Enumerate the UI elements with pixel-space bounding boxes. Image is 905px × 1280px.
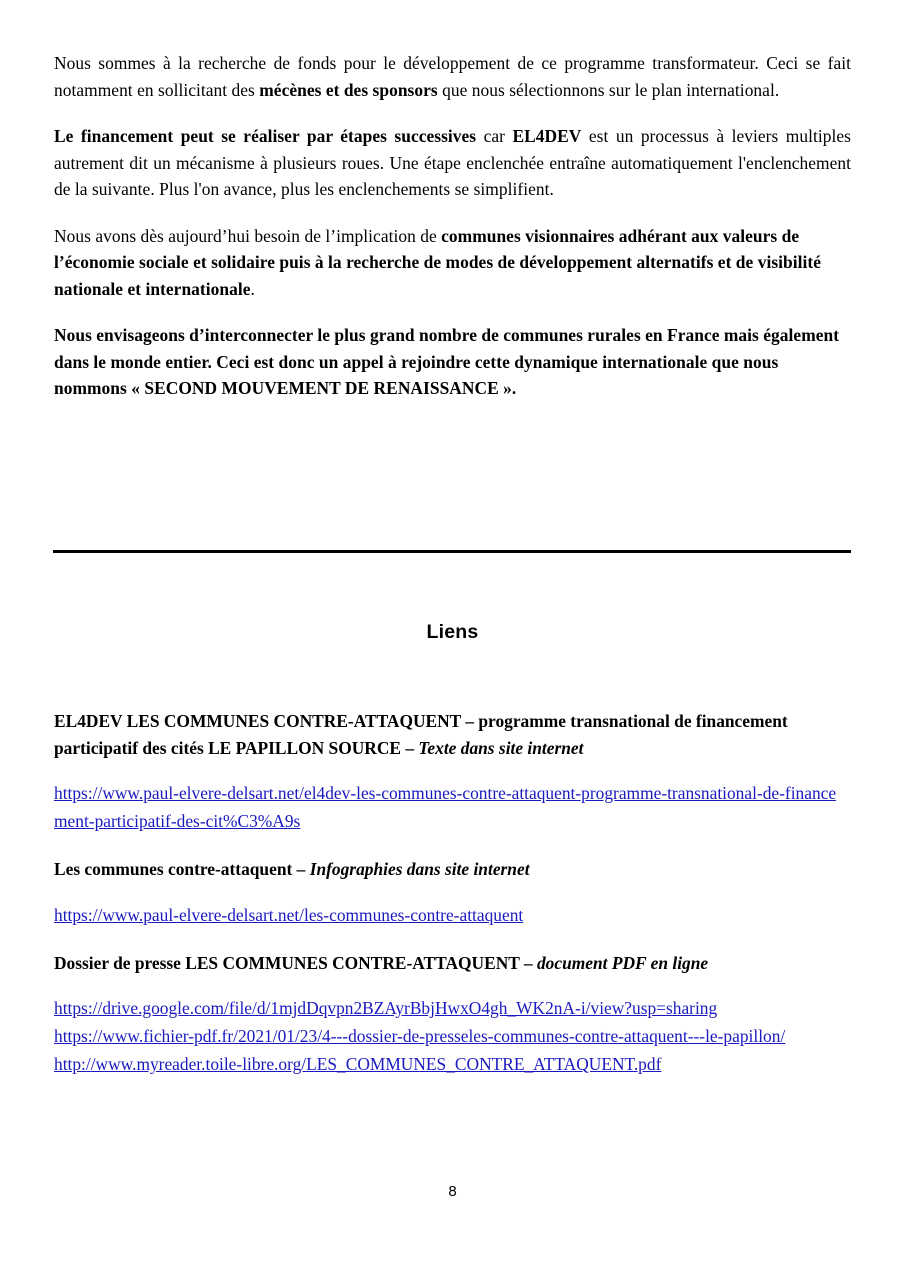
page-number: 8 — [448, 1183, 457, 1200]
paragraph-funding-bold-patrons: mécènes et des sponsors — [259, 79, 438, 100]
paragraph-staged-financing-text-1: car — [476, 126, 513, 146]
links-list — [54, 708, 854, 1099]
link-entry-title-2-italic: Infographies dans site internet — [309, 859, 530, 879]
paragraph-interconnect-call-bold: Nous envisageons d’interconnecter le plus grand nombre de communes rurales en France mais également dans le monde entier. Ceci est donc un appel à rejoindre cette dynamique internationale que nous nommons « SECOND MOUVEMENT DE RENAISSANCE ». — [54, 325, 840, 398]
link-url-fichier-pdf[interactable]: https://www.fichier-pdf.fr/2021/01/23/4---dossier-de-presseles-communes-contre-attaquent---le-papillon/ — [54, 1026, 786, 1046]
paragraph-staged-financing — [54, 123, 851, 203]
link-entry-title-1 — [54, 708, 854, 761]
paragraph-funding-text-1: Nous sommes à la recherche de fonds pour le développement de ce programme transformateur. Ceci se fait notamment en sollicitant des — [54, 53, 851, 100]
paragraph-visionary-communes-text-1: Nous avons dès aujourd’hui besoin de l’implication de — [54, 225, 442, 246]
link-url-site-el4dev-communes[interactable]: https://www.paul-elvere-delsart.net/el4dev-les-communes-contre-attaquent-programme-transnational-de-financement-participatif-des-cit%C3%A9s — [54, 783, 837, 831]
link-entry-title-3-italic: document PDF en ligne — [536, 952, 709, 973]
link-entry-title-2 — [54, 856, 854, 883]
link-url-myreader-pdf[interactable]: http://www.myreader.toile-libre.org/LES_COMMUNES_CONTRE_ATTAQUENT.pdf — [54, 1054, 662, 1074]
paragraph-funding-text-2: que nous sélectionnons sur le plan international. — [437, 79, 780, 100]
link-entry-title-1-bold: EL4DEV LES COMMUNES CONTRE-ATTAQUENT – programme transnational de financement participatif des cités LE PAPILLON SOURCE – — [54, 711, 788, 758]
links-section-heading: Liens — [426, 621, 479, 643]
link-url-google-drive-pdf[interactable]: https://drive.google.com/file/d/1mjdDqvpn2BZAyrBbjHwxO4gh_WK2nA-i/view?usp=sharing — [54, 998, 718, 1018]
paragraph-staged-financing-bold-el4dev: EL4DEV — [512, 126, 582, 146]
link-entry-title-3-bold: Dossier de presse LES COMMUNES CONTRE-ATTAQUENT – — [54, 952, 537, 973]
paragraph-interconnect-call — [54, 322, 851, 402]
paragraph-staged-financing-bold-lead: Le financement peut se réaliser par étapes successives — [54, 126, 477, 146]
paragraph-funding — [54, 50, 851, 103]
paragraph-visionary-communes-bold: communes visionnaires adhérant aux valeurs de l’économie sociale et solidaire puis à la recherche de modes de développement alternatifs et de visibilité nationale et internationale — [54, 225, 821, 299]
paragraph-visionary-communes-text-2: . — [250, 278, 255, 299]
link-url-group-press-kit — [54, 994, 854, 1078]
section-divider — [53, 550, 851, 553]
paragraph-staged-financing-text-2: est un processus à leviers multiples autrement dit un mécanisme à plusieurs roues. Une étape enclenchée entraîne automatiquement l'enclenchement de la suivante. Plus l'on avance, plus les enclenchements se simplifient. — [54, 126, 851, 199]
link-entry-title-3 — [54, 950, 854, 977]
link-url-site-infographies[interactable]: https://www.paul-elvere-delsart.net/les-communes-contre-attaquent — [54, 904, 524, 925]
link-entry-title-1-italic: Texte dans site internet — [418, 737, 584, 758]
body-text-container — [54, 50, 851, 422]
paragraph-visionary-communes — [54, 223, 851, 303]
link-entry-title-2-bold: Les communes contre-attaquent – — [54, 859, 310, 879]
